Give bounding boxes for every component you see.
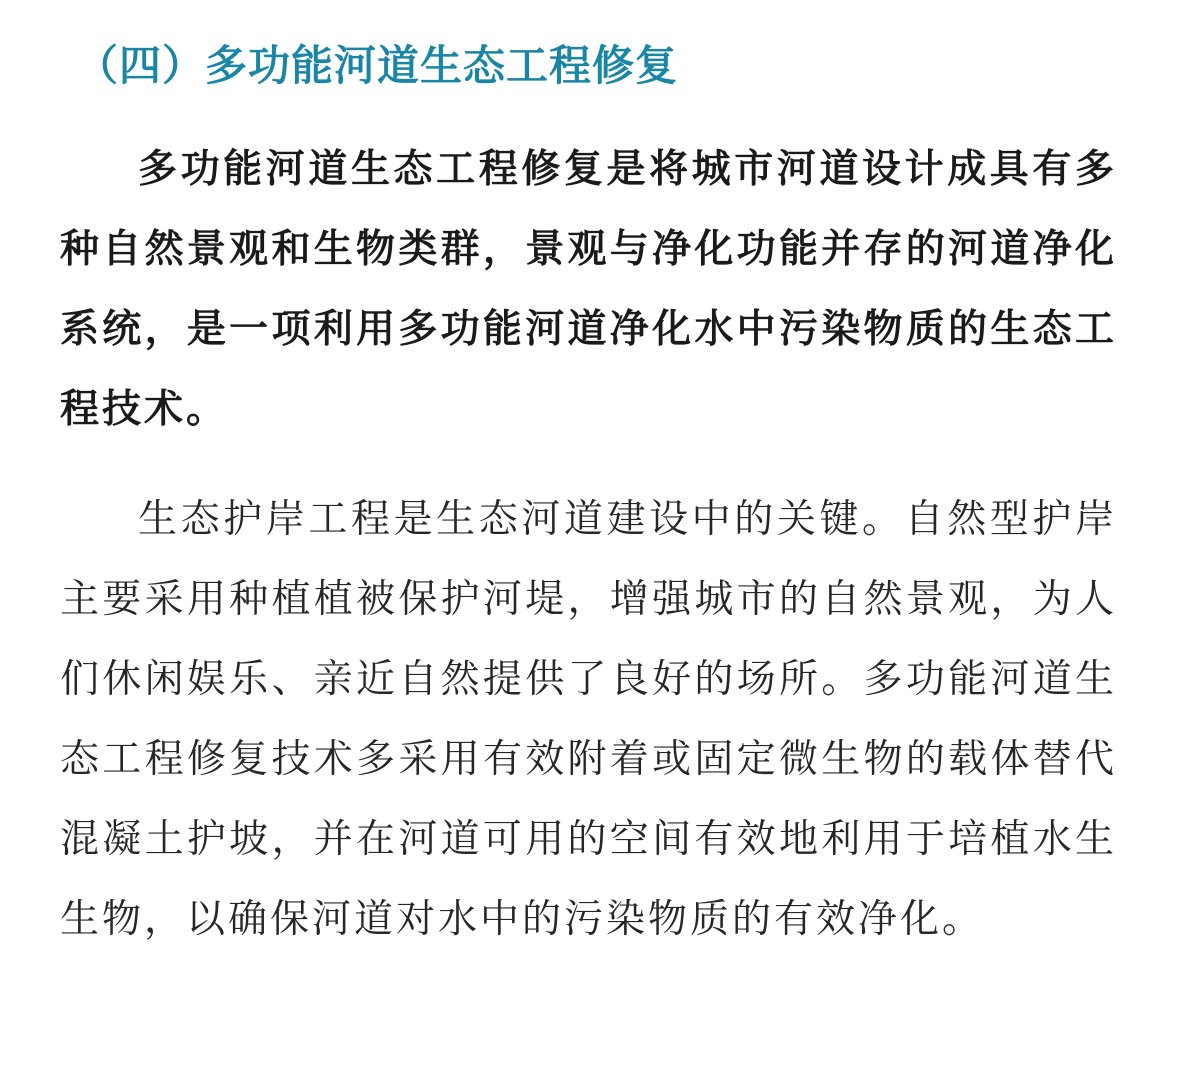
body-paragraph: 生态护岸工程是生态河道建设中的关键。自然型护岸主要采用种植植被保护河堤，增强城市的自然景观，为人们休闲娱乐、亲近自然提供了良好的场所。多功能河道生态工程修复技术多采用有效附着或固定微生物的载体替代混凝土护坡，并在河道可用的空间有效地利用于培植水生生物，以确保河道对水中的污染物质的有效净化。 (60, 497, 1117, 942)
section-title: （四）多功能河道生态工程修复 (76, 41, 679, 90)
intro-paragraph: 多功能河道生态工程修复是将城市河道设计成具有多种自然景观和生物类群，景观与净化功能并存的河道净化系统，是一项利用多功能河道净化水中污染物质的生态工程技术。 (60, 147, 1117, 432)
